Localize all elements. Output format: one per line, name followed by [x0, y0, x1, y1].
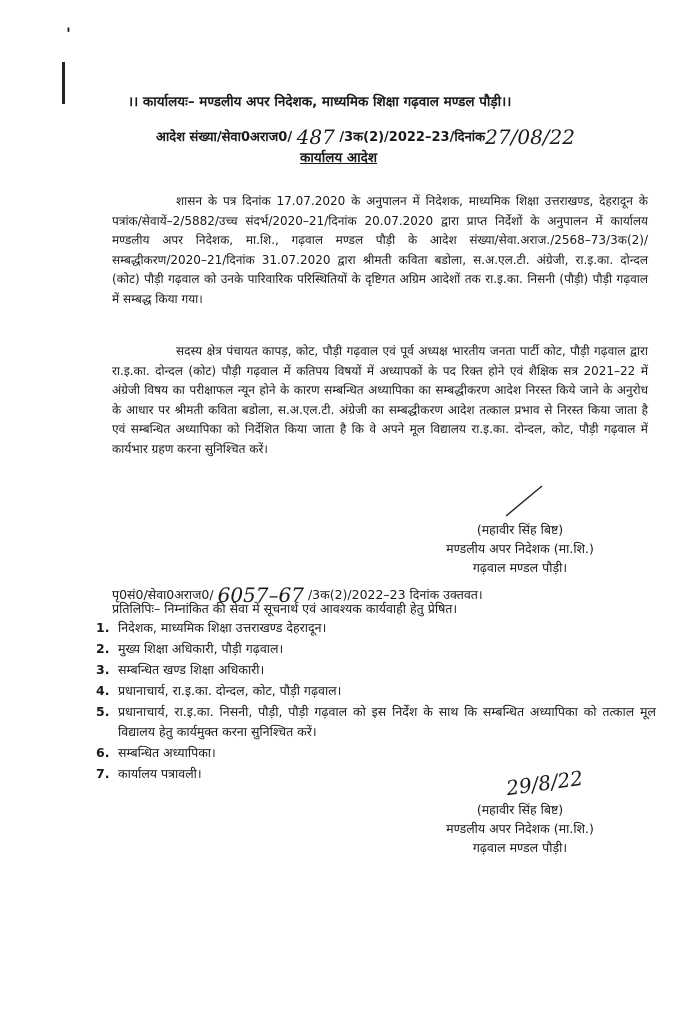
office-heading: ।। कार्यालयः– मण्डलीय अपर निदेशक, माध्यमिक शिक्षा गढ़वाल मण्डल पौड़ी।।	[128, 94, 512, 110]
signatory-name: (महावीर सिंह बिष्ट)	[476, 802, 564, 817]
signatory-office: गढ़वाल मण्डल पौड़ी।	[472, 840, 568, 855]
order-prefix: आदेश संख्या/सेवा0अराज0/	[156, 130, 293, 145]
margin-mark	[62, 62, 65, 104]
copy-list-item: 6. सम्बन्धित अध्यापिका।	[96, 745, 216, 760]
handwritten-order-number: 487	[296, 125, 335, 149]
handwritten-signature-date: 29/8/22	[504, 765, 585, 801]
signatory-designation: मण्डलीय अपर निदेशक (मा.शि.)	[446, 821, 594, 836]
copy-list-item: 1. निदेशक, माध्यमिक शिक्षा उत्तराखण्ड देहरादून।	[96, 620, 327, 635]
handwritten-order-date: 27/08/22	[485, 125, 575, 149]
signature-block-2	[420, 800, 620, 857]
body-paragraph-1: शासन के पत्र दिनांक 17.07.2020 के अनुपालन में निदेशक, माध्यमिक शिक्षा उत्तराखण्ड, देहरादून के पत्रांक/सेवायें–2/5882/उच्च संदर्भ/2020–21/दिनांक 20.07.2020 द्वारा प्राप्त निर्देशों के अनुपालन में कार्यालय मण्डलीय अपर निदेशक, मा.शि., गढ़वाल मण्डल पौड़ी के आदेश संख्या/सेवा.अराज./2568–73/3क(2)/सम्बद्धीकरण/2020–21/दिनांक 31.07.2020 द्वारा श्रीमती कविता बडोला, स.अ.एल.टी. अंग्रेजी, रा.इ.का. दोन्दल (कोट) पौड़ी गढ़वाल को उनके पारिवारिक परिस्थितियों के दृष्टिगत अग्रिम आदेशों तक रा.इ.का. निसनी (पौड़ी) पौड़ी गढ़वाल में सम्बद्ध किया गया।	[112, 194, 648, 306]
body-paragraph-2: सदस्य क्षेत्र पंचायत कापड़, कोट, पौड़ी गढ़वाल एवं पूर्व अध्यक्ष भारतीय जनता पार्टी कोट, पौड़ी गढ़वाल द्वारा रा.इ.का. दोन्दल (कोट) पौड़ी गढ़वाल में कतिपय विषयों में अध्यापकों के पद रिक्त होने एवं शैक्षिक सत्र 2021–22 में अंग्रेजी विषय का परीक्षाफल न्यून होने के कारण सम्बन्धित अध्यापिका का सम्बद्धीकरण आदेश निरस्त किये जाने के अनुरोध के आधार पर श्रीमती कविता बडोला, स.अ.एल.टी. अंग्रेजी का सम्बद्धीकरण आदेश तत्काल प्रभाव से निरस्त किया जाता है एवं सम्बन्धित अध्यापिका को निर्देशित किया जाता है कि वे अपने मूल विद्यालय रा.इ.का. दोन्दल, कोट, पौड़ी गढ़वाल में कार्यभार ग्रहण करना सुनिश्चित करें।	[112, 344, 648, 456]
signatory-designation: मण्डलीय अपर निदेशक (मा.शि.)	[446, 541, 594, 556]
order-title: कार्यालय आदेश	[300, 150, 378, 166]
corner-mark: '	[66, 24, 71, 43]
endorsement-suffix: /3क(2)/2022–23 दिनांक उक्तवत।	[307, 587, 483, 602]
copy-list-item: 5. प्रधानाचार्य, रा.इ.का. निसनी, पौड़ी, पौड़ी गढ़वाल को इस निर्देश के साथ कि सम्बन्धित अध्यापिका को तत्काल मूल विद्यालय हेतु कार्यमुक्त करना सुनिश्चित करें।	[96, 704, 656, 739]
signatory-name: (महावीर सिंह बिष्ट)	[476, 522, 564, 537]
signature-scribble-1	[500, 482, 550, 522]
copy-to-line: प्रतिलिपिः– निम्नांकित की सेवा में सूचनार्थ एवं आवश्यक कार्यवाही हेतु प्रेषित।	[112, 601, 458, 616]
copy-list-item: 7. कार्यालय पत्रावली।	[96, 766, 202, 781]
copy-list-item: 3. सम्बन्धित खण्ड शिक्षा अधिकारी।	[96, 662, 265, 677]
copy-list	[96, 618, 656, 785]
copy-list-item: 2. मुख्य शिक्षा अधिकारी, पौड़ी गढ़वाल।	[96, 641, 284, 656]
signature-block-1	[420, 520, 620, 577]
signatory-office: गढ़वाल मण्डल पौड़ी।	[472, 560, 568, 575]
copy-list-item: 4. प्रधानाचार्य, रा.इ.का. दोन्दल, कोट, पौड़ी गढ़वाल।	[96, 683, 342, 698]
handwritten-endorsement-number: 6057–67	[217, 583, 304, 607]
order-suffix: /3क(2)/2022–23/दिनांक	[339, 130, 486, 145]
endorsement-prefix: पृ0सं0/सेवा0अराज0/	[112, 587, 214, 602]
